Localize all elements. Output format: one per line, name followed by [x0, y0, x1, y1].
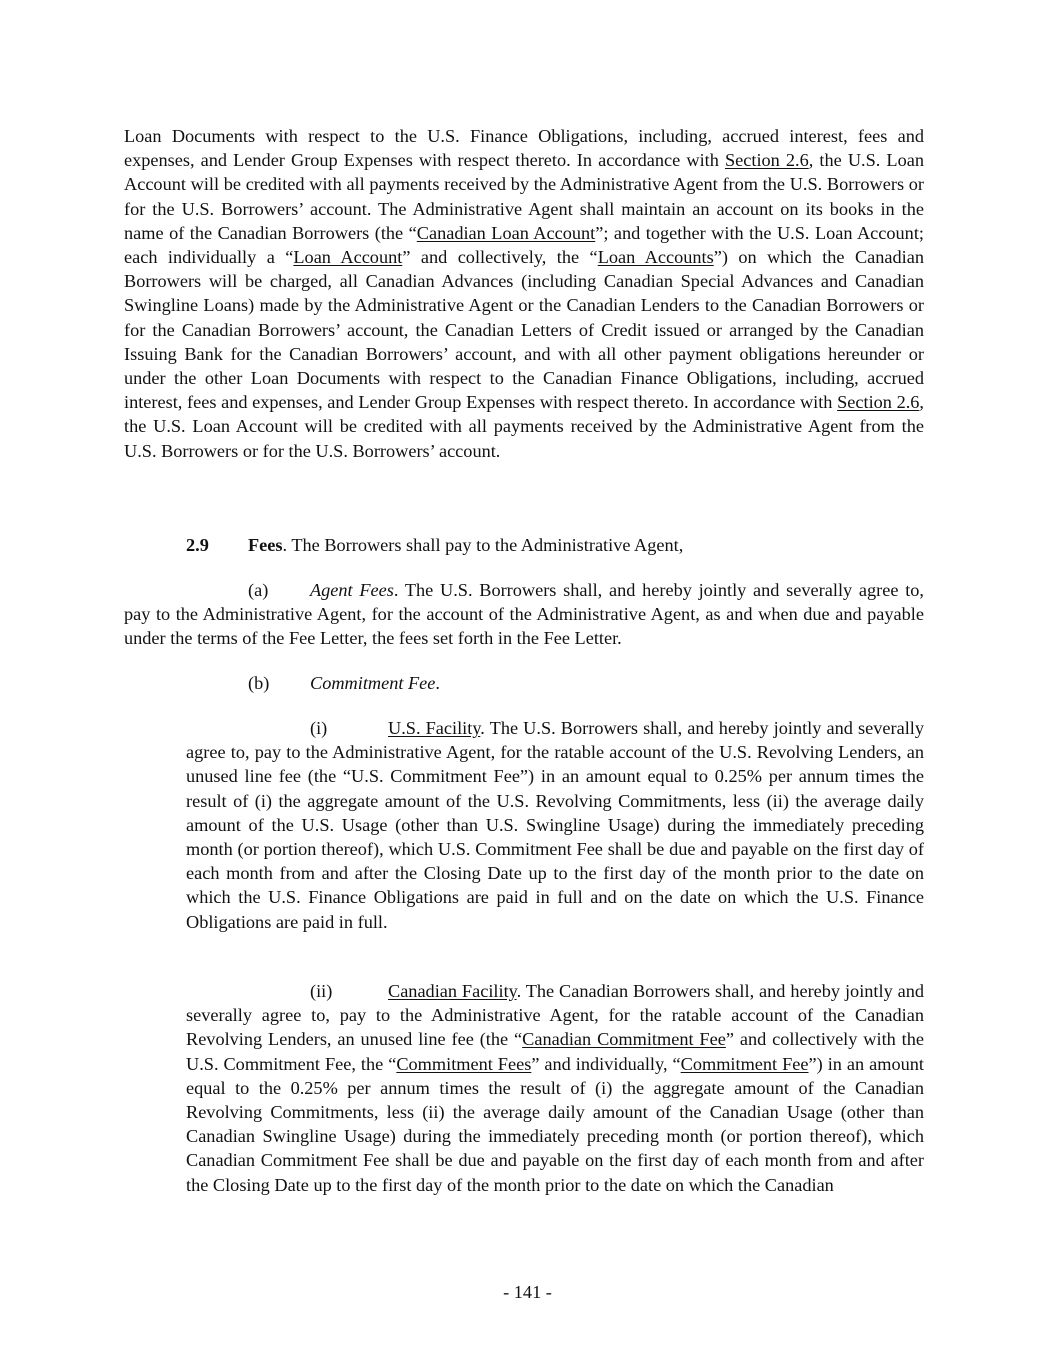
paragraph-text: ” and collectively, the “	[402, 247, 598, 268]
paragraph-text: , the U.S. Loan Account will be credited with all payments received by the Administrative Agent from the U.S. Borrowers or for the U.S. Borrowers’ account.	[124, 392, 924, 461]
defined-term: Canadian Commitment Fee	[522, 1029, 726, 1050]
agent-fees-paragraph	[124, 578, 924, 651]
section-reference: Section 2.6	[837, 392, 920, 413]
defined-term: Commitment Fee	[680, 1053, 809, 1074]
paragraph-text: , the U.S. Loan Account will be credited with all payments received by the Administrative Agent from the U.S. Borrowers or for the U.S. Borrowers’ account. The Administrative Agent shall maintain an account on its books in the name of the Canadian Borrowers (the “	[124, 150, 924, 243]
paragraph-text: ”; and together with the U.S. Loan Account; each individually a “	[124, 222, 924, 268]
defined-term: Commitment Fees	[396, 1053, 532, 1074]
us-facility-paragraph	[186, 716, 924, 934]
section-number: 2.9	[186, 535, 209, 555]
clause-label: (b)	[248, 673, 270, 693]
clause-title: Agent Fees	[310, 580, 394, 600]
loan-account-paragraph	[124, 124, 924, 463]
subclause-title: Canadian Facility	[388, 981, 517, 1001]
paragraph-text: ”) on which the Canadian Borrowers will be charged, all Canadian Advances (including Canadian Special Advances and Canadian Swingline Loans) made by the Administrative Agent or the Canadian Lenders to the Canadian Borrowers or for the Canadian Borrowers’ account, the Canadian Letters of Credit issued or arranged by the Canadian Issuing Bank for the Canadian Borrowers’ account, and with all other payment obligations hereunder or under the other Loan Documents with respect to the Canadian Finance Obligations, including, accrued interest, fees and expenses, and Lender Group Expenses with respect thereto. In accordance with	[124, 247, 925, 413]
clause-text: . The U.S. Borrowers shall, and hereby jointly and severally agree to, pay to the Administrative Agent, for the account of the Administrative Agent, as and when due and payable under the terms of the Fee Letter, the fees set forth in the Fee Letter.	[124, 580, 924, 649]
clause-title: Commitment Fee	[310, 673, 436, 693]
clause-label: (a)	[248, 580, 269, 600]
section-intro-text: . The Borrowers shall pay to the Administrative Agent,	[282, 535, 684, 555]
subclause-label: (i)	[310, 718, 328, 738]
subclause-label: (ii)	[310, 981, 333, 1001]
page-number: - 141 -	[503, 1282, 552, 1302]
subclause-text: ” and individually, “	[531, 1053, 681, 1074]
defined-term: Canadian Loan Account	[416, 222, 596, 243]
clause-punctuation: .	[435, 673, 440, 693]
paragraph-text: Loan Documents with respect to the U.S. Finance Obligations, including, accrued interest, fees and expenses, and Lender Group Expenses with respect thereto. In accordance with	[124, 126, 924, 171]
subclause-text: . The Canadian Borrowers shall, and hereby jointly and severally agree to, pay to the Administrative Agent, for the ratable account of the Canadian Revolving Lenders, an unused line fee (the “	[186, 981, 925, 1050]
defined-term: Loan Account	[293, 247, 403, 268]
subclause-text: ”) in an amount equal to the 0.25% per annum times the result of (i) the aggregate amount of the Canadian Revolving Commitments, less (ii) the average daily amount of the Canadian Usage (other than Canadian Swingline Usage) during the immediately preceding month (or portion thereof), which Canadian Commitment Fee shall be due and payable on the first day of each month from and after the Closing Date up to the first day of the month prior to the date on which the Canadian	[186, 1053, 924, 1195]
section-2-9-heading	[124, 533, 924, 557]
section-title: Fees	[248, 535, 283, 555]
defined-term: Loan Accounts	[597, 247, 714, 268]
section-reference: Section 2.6	[724, 150, 809, 171]
subclause-text: . The U.S. Borrowers shall, and hereby jointly and severally agree to, pay to the Administrative Agent, for the ratable account of the U.S. Revolving Lenders, an unused line fee (the “U.S. Commitment Fee”) in an amount equal to 0.25% per annum times the result of (i) the aggregate amount of the U.S. Revolving Commitments, less (ii) the average daily amount of the U.S. Usage (other than U.S. Swingline Usage) during the immediately preceding month (or portion thereof), which U.S. Commitment Fee shall be due and payable on the first day of each month from and after the Closing Date up to the first day of the month prior to the date on which the U.S. Finance Obligations are paid in full and on the date on which the U.S. Finance Obligations are paid in full.	[186, 718, 924, 932]
subclause-text: ” and collectively with the U.S. Commitment Fee, the “	[186, 1029, 925, 1074]
subclause-title: U.S. Facility	[388, 718, 481, 738]
commitment-fee-heading	[124, 671, 924, 695]
canadian-facility-paragraph	[186, 979, 924, 1197]
